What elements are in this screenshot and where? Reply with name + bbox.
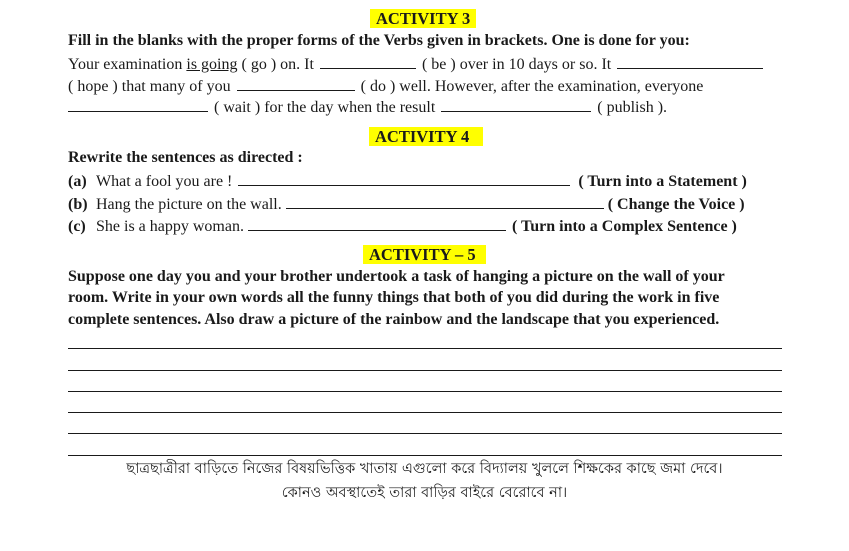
activity-3-heading: ACTIVITY 3 [370,9,476,29]
line-3-text-a: ( wait ) for the day when the result [210,99,440,116]
activity-5-prompt-line-2: room. Write in your own words all the funny things that both of you did during the work in five [68,289,720,306]
activity-4-item-c [68,216,737,237]
activity-4-instruction: Rewrite the sentences as directed : [68,149,303,166]
line-3-text-b: ( publish ). [593,99,668,116]
item-direction: ( Change the Voice ) [607,196,745,213]
note-line-2: কোনও অবস্থাতেই তারা বাড়ির বাইরে বেরোবে না। [281,485,568,501]
activity-4-item-b [68,194,745,215]
divider-line [68,455,782,456]
activity-5-prompt-line-3: complete sentences. Also draw a picture of the rainbow and the landscape that you experienced. [68,311,720,328]
item-label: (a) [68,173,87,190]
blank-3[interactable] [237,76,355,91]
item-direction: ( Turn into a Statement ) [578,173,747,190]
line-1-text-c: ( be ) over in 10 days or so. It [417,56,616,73]
answer-blank-b[interactable] [286,194,604,209]
item-sentence: Hang the picture on the wall. [96,196,282,213]
item-sentence: She is a happy woman. [96,218,244,235]
example-answer: is going [186,56,238,73]
line-1-text-b: ( go ) on. It [237,56,318,73]
activity-3-instruction: Fill in the blanks with the proper forms of the Verbs given in brackets. One is done for you: [68,32,690,49]
blank-5[interactable] [441,97,591,112]
blank-2[interactable] [617,54,763,69]
activity-5-heading: ACTIVITY – 5 [363,245,486,265]
blank-4[interactable] [68,97,208,112]
writing-line-1[interactable] [68,348,782,349]
line-2-text-a: ( hope ) that many of you [68,78,235,95]
activity-4-heading: ACTIVITY 4 [369,127,483,147]
writing-line-4[interactable] [68,412,782,413]
answer-blank-a[interactable] [238,171,570,186]
activity-3-line-2 [68,76,703,97]
note-line-1: ছাত্রছাত্রীরা বাড়িতে নিজের বিষয়ভিত্তিক খাতায় এগুলো করে বিদ্যালয় খুললে শিক্ষকের কাছে জমা দেবে। [126,461,723,477]
answer-blank-c[interactable] [248,216,506,231]
item-direction: ( Turn into a Complex Sentence ) [511,218,737,235]
activity-3-line-3 [68,97,667,118]
writing-line-3[interactable] [68,391,782,392]
blank-1[interactable] [320,54,416,69]
item-sentence: What a fool you are ! [96,173,233,190]
line-2-text-b: ( do ) well. However, after the examination, everyone [356,78,704,95]
writing-line-2[interactable] [68,370,782,371]
activity-5-prompt-line-1: Suppose one day you and your brother undertook a task of hanging a picture on the wall of your [68,268,725,285]
activity-4-item-a [68,171,747,192]
item-label: (b) [68,196,88,213]
writing-line-5[interactable] [68,433,782,434]
line-1-text-a: Your examination [68,56,187,73]
activity-3-line-1 [68,54,765,75]
item-label: (c) [68,218,86,235]
